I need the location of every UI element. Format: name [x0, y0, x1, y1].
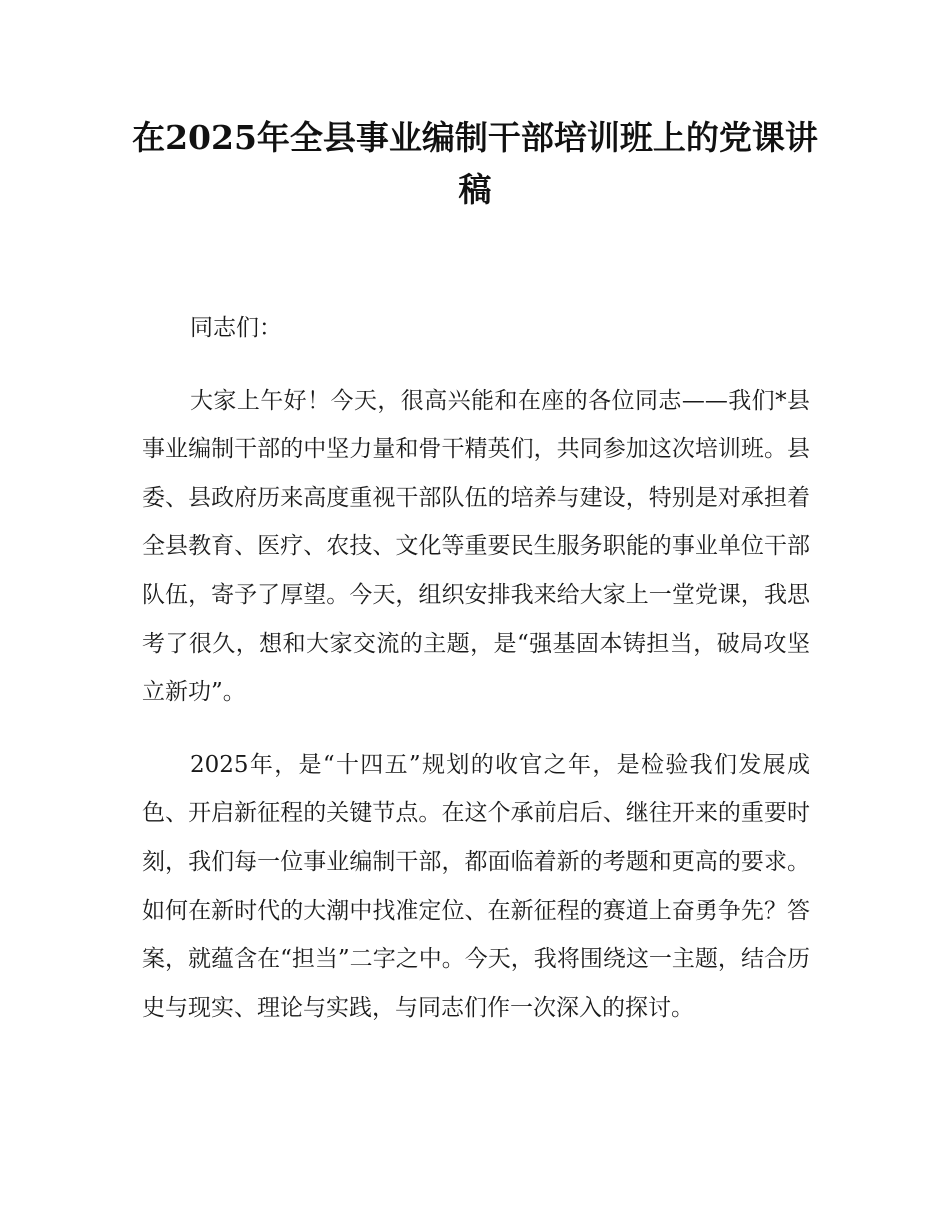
document-title: 在2025年全县事业编制干部培训班上的党课讲稿 — [132, 118, 818, 209]
greeting: 同志们： — [190, 315, 282, 341]
paragraph-context: 2025年，是“十四五”规划的收官之年，是检验我们发展成色、开启新征程的关键节点。在这个承前启后、继往开来的重要时刻，我们每一位事业编制干部，都面临着新的考题和更高的要求。如何在新时代的大潮中找准定位、在新征程的赛道上奋勇争先？答案，就蕴含在“担当”二字之中。今天，我将围绕这一主题，结合历史与现实、理论与实践，与同志们作一次深入的探讨。 — [142, 751, 810, 1021]
paragraph-opening: 大家上午好！今天，很高兴能和在座的各位同志——我们*县事业编制干部的中坚力量和骨干精英们，共同参加这次培训班。县委、县政府历来高度重视干部队伍的培养与建设，特别是对承担着全县教育、医疗、农技、文化等重要民生服务职能的事业单位干部队伍，寄予了厚望。今天，组织安排我来给大家上一堂党课，我思考了很久，想和大家交流的主题，是“强基固本铸担当，破局攻坚立新功”。 — [142, 387, 810, 706]
document-body — [142, 304, 810, 1056]
